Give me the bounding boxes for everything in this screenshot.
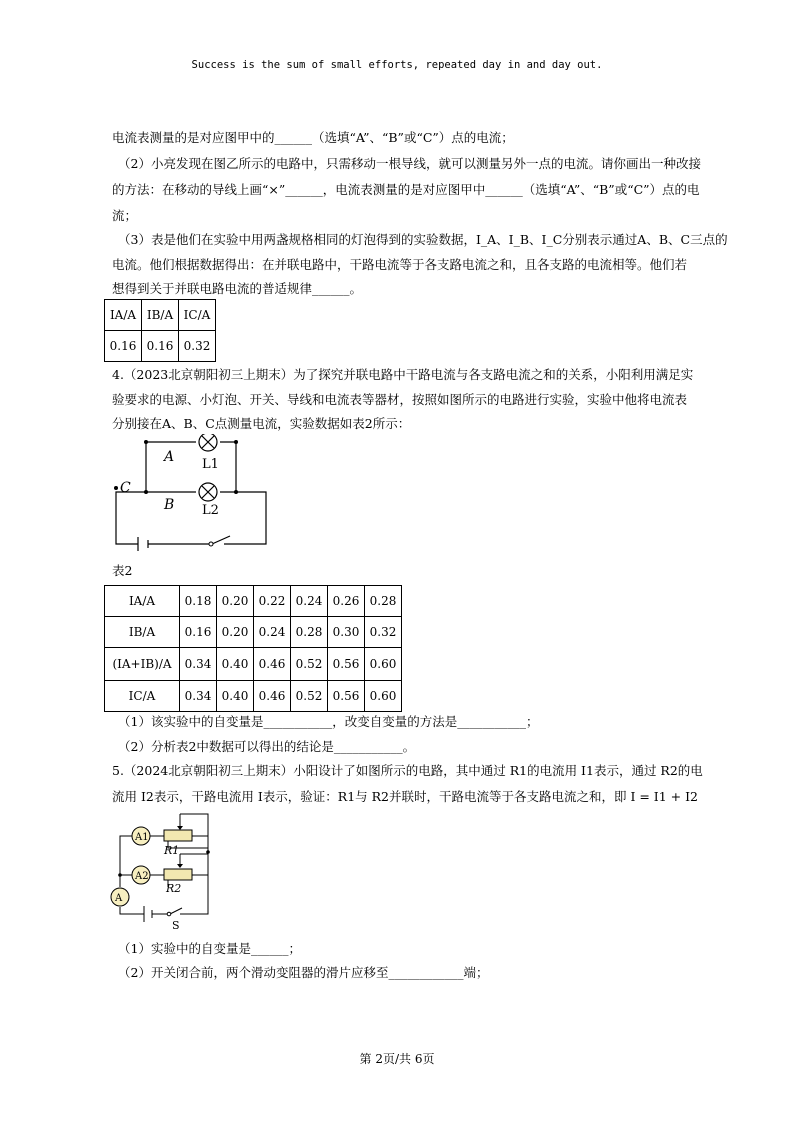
ammeter-label-a2: A2 [135, 871, 149, 882]
switch-label-s: S [172, 919, 180, 932]
table-header-cell: IB/A [142, 300, 179, 331]
table-cell: 0.60 [365, 681, 402, 712]
lamp-label-l1: L1 [202, 457, 219, 472]
table-cell: 0.46 [254, 681, 291, 712]
table-cell: 0.28 [291, 617, 328, 648]
question-line: 流； [112, 208, 138, 223]
table-cell: 0.32 [365, 617, 402, 648]
table-cell: 0.26 [328, 586, 365, 617]
question-line: 的方法：在移动的导线上画“×”______，电流表测量的是对应图甲中______（选填“A”、“B”或“C”）点的电 [112, 182, 700, 197]
question-line: （2）小亮发现在图乙所示的电路中，只需移动一根导线，就可以测量另外一点的电流。请你画出一种改接 [118, 156, 701, 171]
table-cell: 0.22 [254, 586, 291, 617]
table-cell: 0.56 [328, 681, 365, 712]
parallel-circuit-diagram [108, 434, 278, 552]
table-row-label: IB/A [105, 617, 180, 648]
question-line: （2）分析表2中数据可以得出的结论是___________。 [118, 739, 416, 754]
question-line: 验要求的电源、小灯泡、开关、导线和电流表等器材，按照如图所示的电路进行实验，实验中他将电流表 [112, 392, 688, 407]
table-header-cell: IA/A [105, 300, 142, 331]
question-line: （2）开关闭合前，两个滑动变阻器的滑片应移至____________端； [118, 965, 489, 980]
table-cell: 0.20 [217, 617, 254, 648]
question-line: 电流。他们根据数据得出：在并联电路中，干路电流等于各支路电流之和，且各支路的电流相等。他们若 [112, 257, 688, 272]
question-line: 4.（2023北京朝阳初三上期末）为了探究并联电路中干路电流与各支路电流之和的关系，小阳利用满足实 [112, 367, 694, 382]
page-footer: 第 2页/共 6页 [359, 1052, 435, 1066]
data-table-1 [104, 299, 216, 362]
rheostat-circuit-diagram [108, 812, 220, 932]
table-cell: 0.16 [105, 331, 142, 362]
table-row-label: (IA+IB)/A [105, 648, 180, 681]
data-table-2 [104, 585, 402, 712]
resistor-label-r2: R2 [166, 882, 182, 895]
question-line: 流用 I2表示，干路电流用 I表示，验证：R1与 R2并联时，干路电流等于各支路电流之和，即 I = I1 + I2 [112, 789, 699, 804]
ammeter-label-a1: A1 [135, 832, 149, 843]
node-label-a: A [164, 449, 175, 465]
resistor-label-r1: R1 [164, 844, 180, 857]
question-line: 5.（2024北京朝阳初三上期末）小阳设计了如图所示的电路，其中通过 R1的电流用 I1表示，通过 R2的电 [112, 763, 703, 778]
table-cell: 0.32 [179, 331, 216, 362]
table-cell: 0.46 [254, 648, 291, 681]
ammeter-label-a: A [115, 893, 123, 904]
table-cell: 0.24 [254, 617, 291, 648]
table-cell: 0.16 [142, 331, 179, 362]
table-cell: 0.24 [291, 586, 328, 617]
table-cell: 0.60 [365, 648, 402, 681]
question-line: 电流表测量的是对应图甲中的______（选填“A”、“B”或“C”）点的电流； [112, 130, 514, 145]
table-cell: 0.28 [365, 586, 402, 617]
table-header-cell: IC/A [179, 300, 216, 331]
table-cell: 0.20 [217, 586, 254, 617]
table-row-label: IA/A [105, 586, 180, 617]
table-cell: 0.56 [328, 648, 365, 681]
node-label-b: B [164, 497, 175, 513]
table-cell: 0.34 [180, 681, 217, 712]
table-cell: 0.30 [328, 617, 365, 648]
table-cell: 0.34 [180, 648, 217, 681]
table-cell: 0.52 [291, 681, 328, 712]
question-line: （1）该实验中的自变量是___________，改变自变量的方法是___________； [118, 714, 539, 729]
page-header: Success is the sum of small efforts, repeated day in and day out. [191, 59, 603, 71]
question-line: （1）实验中的自变量是______； [118, 941, 301, 956]
table-caption: 表2 [112, 563, 133, 578]
table-row-label: IC/A [105, 681, 180, 712]
question-line: 想得到关于并联电路电流的普适规律______。 [112, 281, 363, 296]
question-line: 分别接在A、B、C点测量电流，实验数据如表2所示： [112, 416, 411, 431]
lamp-label-l2: L2 [202, 503, 219, 518]
table-cell: 0.18 [180, 586, 217, 617]
node-label-c: C [120, 480, 131, 496]
question-line: （3）表是他们在实验中用两盏规格相同的灯泡得到的实验数据，I_A、I_B、I_C分别表示通过A、B、C三点的 [118, 232, 728, 247]
table-cell: 0.40 [217, 681, 254, 712]
table-cell: 0.16 [180, 617, 217, 648]
table-cell: 0.40 [217, 648, 254, 681]
table-cell: 0.52 [291, 648, 328, 681]
